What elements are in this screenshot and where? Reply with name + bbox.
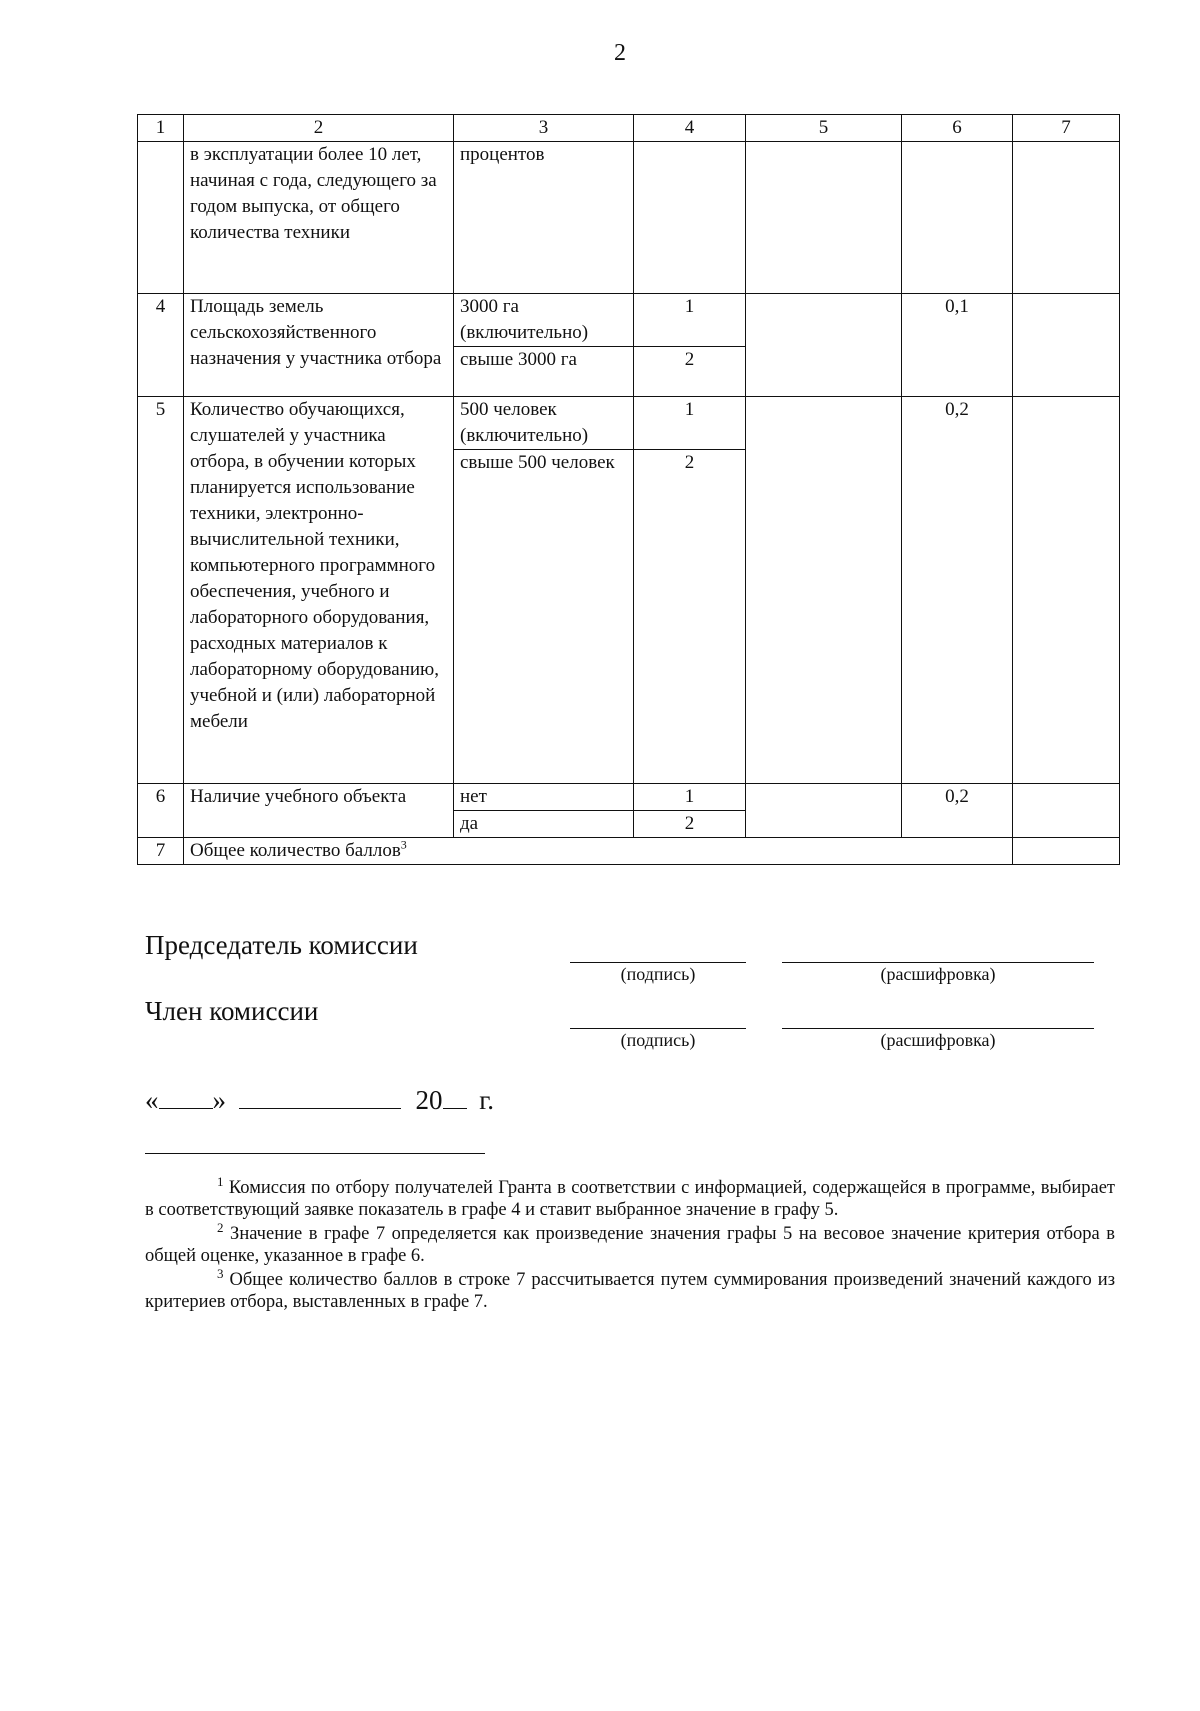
footnote-separator — [145, 1153, 485, 1154]
chairman-label: Председатель комиссии — [145, 930, 418, 960]
weight-value: 0,1 — [902, 294, 1013, 397]
criterion-unit: процентов — [454, 142, 634, 294]
row-number: 6 — [138, 784, 184, 838]
criterion-text: Количество обучающихся, слушателей у участника отбора, в обучении которых планируется использование техники, электронно-вычислительной техники, компьютерного программного обеспечения, учебного и лабораторного оборудования, расходных материалов к лабораторному оборудованию, учебной и (или) лабораторной мебели — [184, 397, 454, 784]
table-row-continuation — [138, 142, 1120, 294]
option-value: 500 человек (включительно) — [454, 397, 634, 450]
page-number: 2 — [614, 40, 626, 66]
option-value: свыше 500 человек — [454, 450, 634, 784]
member-signature-line — [570, 1028, 746, 1029]
selected-score-cell — [746, 294, 902, 397]
option-score: 2 — [634, 811, 746, 838]
result-cell — [1013, 294, 1120, 397]
day-blank — [159, 1086, 213, 1109]
year-blank — [443, 1086, 467, 1109]
column-number-3: 3 — [454, 115, 634, 142]
total-score-label: Общее количество баллов$^3$ — [184, 838, 1013, 865]
row-number: 7 — [138, 838, 184, 865]
column-number-5: 5 — [746, 115, 902, 142]
chairman-decode-line — [782, 962, 1094, 963]
table-row-6 — [138, 784, 1120, 811]
option-score: 1 — [634, 397, 746, 450]
footnote-2: $^2$ Значение в графе 7 определяется как произведение значения графы 5 на весовое значение критерия отбора в общей оценке, указанное в графе 6. — [145, 1219, 1115, 1266]
row-number: 4 — [138, 294, 184, 397]
option-value: нет — [454, 784, 634, 811]
column-number-7: 7 — [1013, 115, 1120, 142]
footnote-3: $^3$ Общее количество баллов в строке 7 рассчитывается путем суммирования произведений значений каждого из критериев отбора, выставленных в графе 7. — [145, 1265, 1116, 1312]
decode-caption: (расшифровка) — [880, 964, 996, 984]
option-value: да — [454, 811, 634, 838]
row-number: 5 — [138, 397, 184, 784]
criteria-table — [137, 114, 1120, 865]
option-score: 1 — [634, 294, 746, 347]
table-row-4 — [138, 294, 1120, 347]
criterion-text: Площадь земель сельскохозяйственного назначения у участника отбора — [184, 294, 454, 397]
criterion-text: Наличие учебного объекта — [184, 784, 454, 838]
weight-value: 0,2 — [902, 397, 1013, 784]
chairman-signature-line — [570, 962, 746, 963]
option-value: свыше 3000 га — [454, 347, 634, 397]
footnotes — [145, 1173, 1116, 1315]
total-score-cell — [1013, 838, 1120, 865]
month-blank — [239, 1086, 401, 1109]
selected-score-cell — [746, 397, 902, 784]
result-cell — [1013, 397, 1120, 784]
decode-caption: (расшифровка) — [880, 1030, 996, 1050]
signature-caption: (подпись) — [620, 1030, 696, 1050]
option-score: 2 — [634, 347, 746, 397]
option-score: 2 — [634, 450, 746, 784]
column-number-4: 4 — [634, 115, 746, 142]
column-number-2: 2 — [184, 115, 454, 142]
member-decode-line — [782, 1028, 1094, 1029]
table-row-7 — [138, 838, 1120, 865]
table-header-row — [138, 115, 1120, 142]
signature-caption: (подпись) — [620, 964, 696, 984]
member-label: Член комиссии — [145, 996, 319, 1026]
result-cell — [1013, 784, 1120, 838]
criterion-text: в эксплуатации более 10 лет, начиная с года, следующего за годом выпуска, от общего количества техники — [184, 142, 454, 294]
footnote-1: $^1$ Комиссия по отбору получателей Гранта в соответствии с информацией, содержащейся в программе, выбирает в соответствующий заявке показатель в графе 4 и ставит выбранное значение в графу 5. — [145, 1173, 1115, 1220]
selected-score-cell — [746, 784, 902, 838]
option-score: 1 — [634, 784, 746, 811]
option-value: 3000 га (включительно) — [454, 294, 634, 347]
table-row-5 — [138, 397, 1120, 450]
date-field: « » 20 г. — [145, 1085, 495, 1115]
footnote-mark: 3 — [400, 837, 407, 852]
column-number-6: 6 — [902, 115, 1013, 142]
weight-value: 0,2 — [902, 784, 1013, 838]
column-number-1: 1 — [138, 115, 184, 142]
